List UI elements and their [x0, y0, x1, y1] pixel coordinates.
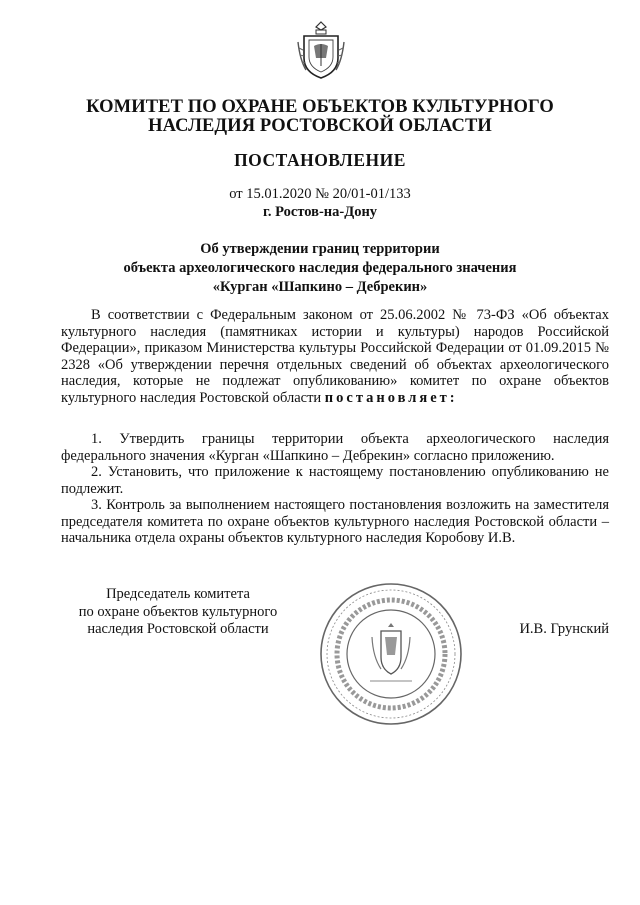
resolution-items: [61, 431, 609, 547]
signatory-title: [48, 586, 308, 639]
item-1: 1. Утвердить границы территории объекта археологического наследия федерального значения «Курган «Шапкино – Дебрекин» согласно приложению.: [61, 431, 609, 464]
document-type: ПОСТАНОВЛЕНИЕ: [234, 150, 406, 170]
subject-line-3: «Курган «Шапкино – Дебрекин»: [212, 279, 428, 295]
resolves-word: постановляет:: [324, 389, 458, 406]
signatory-title-line-2: по охране объектов культурного: [78, 603, 278, 620]
subject-line-1: Об утверждении границ территории: [200, 241, 440, 257]
coat-of-arms-icon: [296, 20, 346, 82]
date-number: от 15.01.2020 № 20/01-01/133: [229, 186, 411, 202]
org-line-2: НАСЛЕДИЯ РОСТОВСКОЙ ОБЛАСТИ: [148, 116, 492, 136]
signatory-title-line-1: Председатель комитета: [106, 586, 250, 602]
preamble-paragraph: [61, 307, 609, 406]
place: г. Ростов-на-Дону: [262, 204, 378, 220]
preamble-text: В соответствии с Федеральным законом от 25.06.2002 № 73-ФЗ «Об объектах культурного наследия (памятниках истории и культуры) народов Российской Федерации», приказом Министерства культуры Российской Федерации от 01.09.2015 № 2328 «Об утверждении перечня отдельных сведений об объектах археологического наследия, которые не подлежат опубликованию» комитет по охране объектов культурного наследия Ростовской области: [61, 307, 609, 406]
organization-name: [0, 98, 640, 136]
org-line-1: КОМИТЕТ ПО ОХРАНЕ ОБЪЕКТОВ КУЛЬТУРНОГО: [86, 97, 554, 117]
signatory-name: И.В. Грунский: [519, 621, 609, 637]
subject-line-2: объекта археологического наследия федерального значения: [123, 260, 517, 276]
item-2: 2. Установить, что приложение к настоящему постановлению опубликованию не подлежит.: [61, 464, 609, 497]
item-3: 3. Контроль за выполнением настоящего постановления возложить на заместителя председателя комитета по охране объектов культурного наследия Ростовской области – начальника отдела охраны объектов культурного наследия Коробову И.В.: [61, 497, 609, 546]
official-stamp-icon: [318, 581, 464, 727]
signatory-title-line-3: наследия Ростовской области: [87, 621, 269, 637]
subject-heading: [0, 240, 640, 297]
